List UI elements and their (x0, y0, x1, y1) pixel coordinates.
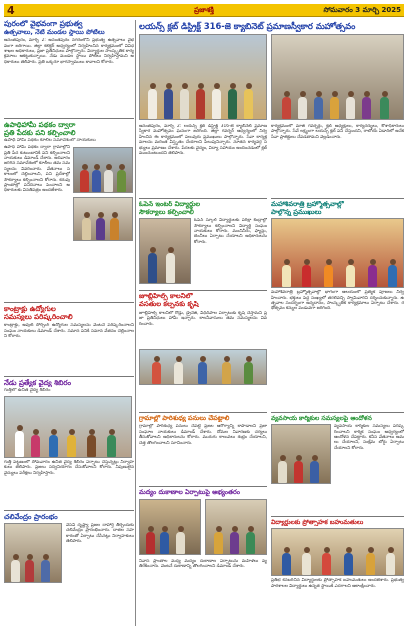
page-number: 4 (7, 4, 15, 17)
left-story-1-headline: పురంలో వైభవంగా ప్రభుత్వ (4, 20, 83, 28)
lower-left-block (139, 412, 267, 626)
students-award-photo (271, 528, 404, 576)
temple-festival-photo (271, 218, 404, 288)
lions-club-audience-photo (271, 34, 404, 120)
left-story-2 (4, 118, 134, 298)
left-story-1-headline-2: ఉత్సవాలు, నేటి మండల స్థాయి పోటీలు (4, 28, 105, 36)
lower1-headline: గ్రామాల్లో పారిశుధ్య పనులు చేపట్టాలి (139, 415, 230, 422)
mid1-headline: ఓపెన్ ఇంటర్ విద్యార్థుల (139, 201, 201, 208)
left-story-3-headline: కాంట్రాక్టు ఉద్యోగుల (4, 305, 56, 313)
left-story-4-headline: నేడు ప్రత్యేక వైద్య శిబిరం (4, 379, 72, 387)
protest-photo-1 (139, 499, 201, 555)
water-stall-photo (4, 523, 62, 583)
left-column (4, 20, 136, 626)
workers-photo (271, 424, 331, 484)
left-story-4-body: గుత్తి పట్టణంలో సోమవారం ఉచిత వైద్య శిబిరం ఏర్పాటు చేస్తున్నట్లు నిర్వాహకులు తెలిపారు. ప్రజలు సద్వినియోగం చేసుకోవాలని కోరారు. నిపుణులైన వైద్యులు పరీక్షలు నిర్వహిస్తారు. (4, 460, 134, 476)
mid-right-block (271, 198, 404, 408)
lower1-body: గ్రామాల్లో పారిశుధ్య పనులు చేపట్టి ప్రజల ఆరోగ్యాన్ని కాపాడాలని ప్రజా సంఘాల నాయకులు డిమాండ్ చేశారు. దోమల నివారణకు చర్యలు తీసుకోవాలని అధికారులను కోరారు. మురుగు కాలువలు శుభ్రం చేయాలని, చెత్త తొలగించాలని సూచించారు. (139, 424, 267, 446)
lions-club-stage-photo (139, 34, 267, 120)
right-col-headline-2: పాల్గొన్న ప్రముఖులు (271, 208, 322, 216)
lower4-headline: విద్యార్థులకు ప్రోత్సాహక బహుమతులు (271, 519, 364, 527)
left-story-2-headline-2: ప్రతి పేదకు పని కల్పించాలి (4, 129, 76, 138)
left-story-4 (4, 376, 134, 506)
colony-photo (139, 349, 267, 385)
left-story-2-subhead: ఉపాధి హామీ పథకం కూలీల సమావేశంలో నాయకులు (4, 138, 96, 144)
mid1-body: ఓపెన్ స్కూల్ విద్యార్థులకు పరీక్షా కేంద్రాల్లో సౌకర్యాలు కల్పించాలని విద్యార్థి సంఘం నాయకులు కోరారు. మంచినీరు, ఫ్యాన్లు, బెంచీలు ఏర్పాటు చేయాలని అధికారులను కోరారు. (194, 218, 267, 245)
lead-headline: లయన్స్ క్లబ్ డిస్ట్రిక్ట్ 316-జె క్యాబినెట్ ప్రమాణస్వీకార మహోత్సవం (139, 21, 356, 31)
left-story-1 (4, 20, 134, 115)
lower2-headline: మద్యం దుకాణాల ఏర్పాటుపై అభ్యంతరం (139, 489, 240, 497)
left-story-5 (4, 510, 134, 626)
rally-photo (73, 147, 133, 193)
lead-body-b: కార్యక్రమంలో మాజీ గవర్నర్లు, క్లబ్ అధ్యక్షులు, కార్యదర్శులు, కోశాధికారులు పాల్గొన్నారు. సేవే లక్ష్యంగా లయన్స్ క్లబ్ పని చేస్తుందని, రాబోయే ఏడాదిలో అనేక సేవా ప్రాజెక్టులు చేపడతామని వెల్లడించారు. (271, 124, 404, 140)
left-story-3-headline-2: సమస్యలు పరిష్కరించాలి (4, 313, 73, 322)
left-story-4-subhead: గుత్తిలో ఉచిత వైద్య శిబిరం (4, 388, 51, 394)
lower3-body: వ్యవసాయ కార్మికుల సమస్యలు పరిష్కరించాలని కార్మిక సంఘం ఆధ్వర్యంలో ఆందోళన చేపట్టారు. కనీస వేతనాలు అమలు చేయాలని, సంక్షేమ బోర్డు ఏర్పాటు చేయాలని కోరారు. (334, 424, 404, 451)
mid2-body: జూబ్లీహిల్స్ కాలనీలో రోడ్లు, డ్రైనేజీ, వీధిదీపాల ఏర్పాటుకు కృషి చేస్తామని ప్రజా ప్రతినిధులు హామీ ఇచ్చారు. కాలనీవాసులు తమ సమస్యలను వివరించారు. (139, 310, 267, 327)
left-story-2-headline: ఉపాధిహామీ పథకం ద్వారా (4, 121, 76, 129)
right-area (139, 20, 404, 626)
left-story-5-headline: చలివేంద్రం ప్రారంభం (4, 513, 58, 521)
issue-date: సోమవారం 3 మార్చి 2025 (323, 6, 401, 14)
lower4-body: ప్రతిభ కనబరిచిన విద్యార్థులకు ప్రోత్సాహక బహుమతులు అందజేశారు. ప్రభుత్వ పాఠశాలల విద్యార్థులు ఉన్నత స్థాయికి ఎదగాలని ఆకాంక్షించారు. (271, 578, 404, 589)
lower2-body: నివాస ప్రాంతాల మధ్య మద్యం దుకాణాల ఏర్పాటును మహిళలు వ్యతిరేకించారు. వెంటనే దుకాణాన్ని తొలగించాలని డిమాండ్ చేశారు. (139, 558, 267, 570)
right-col-headline: మహాశివరాత్రి బ్రహ్మోత్సవాల్లో (271, 201, 344, 208)
paper-name: ప్రజాశక్తి (194, 6, 214, 14)
masthead (4, 4, 404, 17)
protest-photo-2 (205, 499, 267, 555)
mid2-headline-2: వసతుల కల్పనకు కృషి (139, 300, 199, 308)
mid-left-block (139, 198, 267, 408)
newspaper-page (4, 4, 404, 626)
student-photo (139, 218, 191, 284)
left-story-3 (4, 302, 134, 372)
lower-right-block (271, 412, 404, 626)
mid1-headline-2: సౌకర్యాలు కల్పించాలి (139, 208, 194, 216)
lead-body-a: అనంతపురం, మార్చి 2: లయన్స్ క్లబ్ డిస్ట్రిక్ట్ 316-జె క్యాబినెట్ ప్రమాణ స్వీకార మహోత్సవం ఘనంగా జరిగింది. జిల్లా గవర్నర్ ఆధ్వర్యంలో నిర్వహించిన ఈ కార్యక్రమంలో పలువురు ప్రముఖులు పాల్గొన్నారు. సేవా కార్యక్రమాలను మరింత విస్తృతం చేయాలని పిలుపునిచ్చారు. నూతన కార్యవర్గ సభ్యులు ప్రమాణం చేశారు. పేదలకు వైద్యం, విద్యా సహాయం అందించడంలో క్లబ్ ముందుంటుందని తెలిపారు. (139, 124, 267, 157)
left-story-3-body: కాంట్రాక్టు, అవుట్ సోర్సింగ్ ఉద్యోగుల సమస్యలను వెంటనే పరిష్కరించాలని సంఘం నాయకులు డిమాండ్ చేశారు. సమాన పనికి సమాన వేతనం చెల్లించాలని కోరారు. (4, 323, 134, 339)
medical-camp-photo (4, 396, 132, 458)
left-story-2-body: ఉపాధి హామీ పథకం ద్వారా గ్రామాల్లోని ప్రతి పేద కుటుంబానికి పని కల్పించాలని నాయకులు డిమాండ్ చేశారు. ఆదివారం జరిగిన సమావేశంలో కూలీలు తమ సమస్యలను వివరించారు. వేతనాలు సకాలంలో చెల్లించాలని, పని ప్రదేశాల్లో సౌకర్యాలు కల్పించాలని కోరారు. కరువు ప్రాంతాల్లో పనిదినాలు పెంచాలని అధికారులకు వినతిపత్రం అందజేశారు. (4, 145, 70, 194)
meeting-photo (73, 197, 133, 241)
left-story-5-body: వేసవి దృష్ట్యా ప్రజల దాహార్తి తీర్చేందుకు చలివేంద్రం ప్రారంభించారు. దాతల సహకారంతో ఏర్పాటు చేసినట్లు నిర్వాహకులు తెలిపారు. (66, 523, 134, 545)
right-col-body: మహాశివరాత్రి బ్రహ్మోత్సవాల్లో భాగంగా ఆలయంలో ప్రత్యేక పూజలు నిర్వహించారు. భక్తులు పెద్ద సంఖ్యలో తరలివచ్చి స్వామివారిని దర్శించుకున్నారు. ఉత్సవాల సందర్భంగా అన్నదానం, సాంస్కృతిక కార్యక్రమాలు ఏర్పాటు చేశారు. రథోత్సవం కన్నుల పండువగా జరిగింది. (271, 290, 404, 312)
left-story-1-body: అనంతపురం, మార్చి 2: అనంతపురం నగరంలోని ప్రభుత్వ ఉత్సవాలు వైభవంగా జరిగాయి. జిల్లా కలెక్టర్ ఆధ్వర్యంలో నిర్వహించిన కార్యక్రమంలో వివిధ శాఖల అధికారులు, ప్రజా ప్రతినిధులు పాల్గొన్నారు. విద్యార్థుల సాంస్కృతిక కార్యక్రమాలు ఆకట్టుకున్నాయి. నేడు మండల స్థాయి పోటీలు నిర్వహిస్తామని అధికారులు తెలిపారు. ప్రతి ఒక్కరూ భాగస్వాములు కావాలని కోరారు. (4, 38, 134, 65)
lower3-headline: వ్యవసాయ కార్మికుల సమస్యలపై ఆందోళన (271, 415, 372, 422)
mid2-headline: జూబ్లీహిల్స్ కాలనీలో (139, 293, 193, 301)
